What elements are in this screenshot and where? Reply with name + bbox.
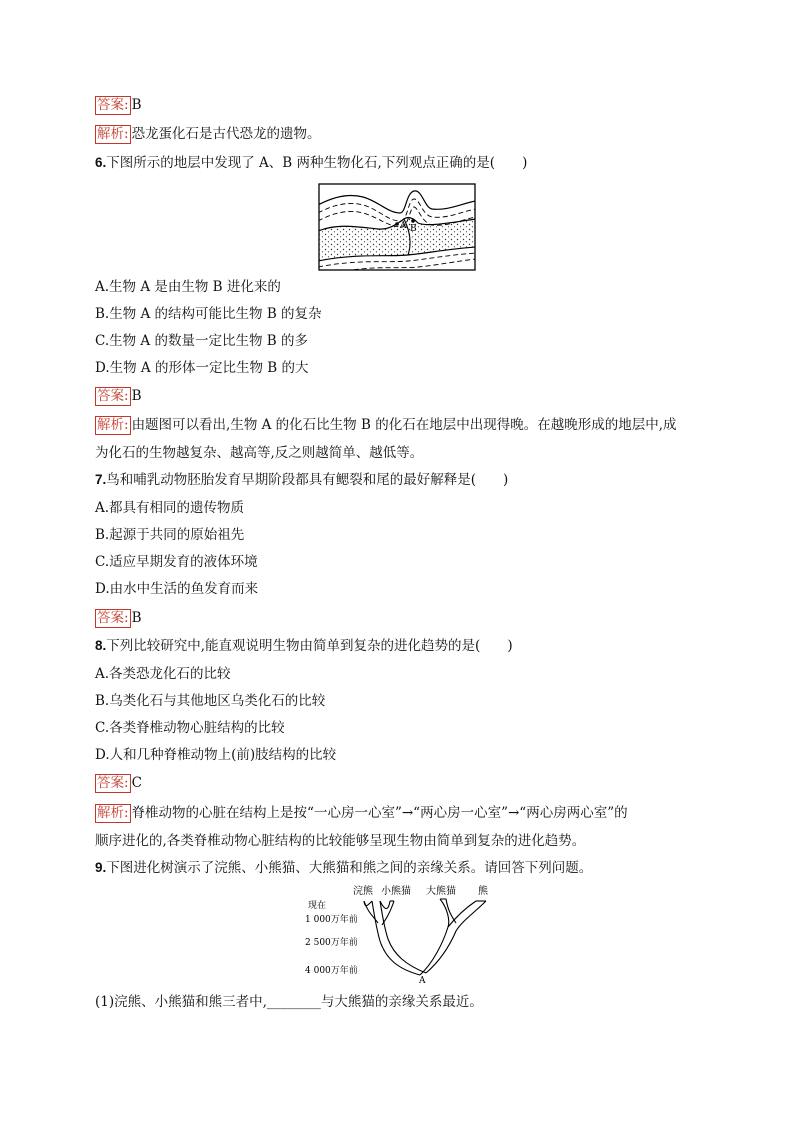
- time-25my: 2 500万年前: [305, 938, 358, 948]
- question-text: 下列比较研究中,能直观说明生物由简单到复杂的进化趋势的是( ): [106, 638, 513, 654]
- option-8a: A.各类恐龙化石的比较: [95, 666, 231, 682]
- question-text: 鸟和哺乳动物胚胎发育早期阶段都具有鳃裂和尾的最好解释是( ): [106, 472, 509, 488]
- answer-value: B: [131, 97, 142, 113]
- strata-diagram: [318, 183, 476, 271]
- question-text: 下图进化树演示了浣熊、小熊猫、大熊猫和熊之间的亲缘关系。请回答下列问题。: [106, 860, 593, 876]
- option-6c: C.生物 A 的数量一定比生物 B 的多: [95, 333, 308, 349]
- fossil-b-marker: [411, 219, 415, 223]
- answer-tag: 答案:: [97, 97, 129, 113]
- species-bear: 熊: [478, 886, 488, 897]
- explanation-text: 恐龙蛋化石是古代恐龙的遗物。: [131, 126, 321, 142]
- answer-row-6: [95, 386, 141, 406]
- explanation-row-6: [95, 415, 676, 435]
- option-6d: D.生物 A 的形体一定比生物 B 的大: [95, 360, 309, 376]
- question-text: 下图所示的地层中发现了 A、B 两种生物化石,下列观点正确的是( ): [106, 155, 528, 171]
- time-now: 现在: [308, 901, 327, 911]
- explanation-row-8-cont: 顺序进化的,各类脊椎动物心脏结构的比较能够呈现生物由简单到复杂的进化趋势。: [95, 833, 586, 849]
- explanation-row-6-cont: 为化石的生物越复杂、越高等,反之则越简单、越低等。: [95, 445, 424, 461]
- answer-tag: 答案:: [97, 388, 129, 404]
- evolution-tree: [298, 883, 498, 987]
- fossil-a-label: A: [400, 221, 407, 231]
- option-7c: C.适应早期发育的液体环境: [95, 554, 258, 570]
- time-40my: 4 000万年前: [305, 966, 358, 976]
- question-number: 6.: [95, 155, 107, 170]
- option-8c: C.各类脊椎动物心脏结构的比较: [95, 720, 285, 736]
- explanation-tag: 解析:: [97, 805, 129, 821]
- answer-value: C: [131, 775, 142, 791]
- fossil-a-marker: [395, 222, 399, 226]
- answer-tag: 答案:: [97, 775, 129, 791]
- answer-row-7: [95, 608, 141, 628]
- species-giant-panda: 大熊猫: [426, 886, 456, 897]
- option-7a: A.都具有相同的遗传物质: [95, 500, 245, 516]
- fossil-b-label: B: [410, 224, 417, 234]
- explanation-tag: 解析:: [97, 417, 129, 433]
- question-9-1: (1)浣熊、小熊猫和熊三者中,________与大熊猫的亲缘关系最近。: [95, 994, 483, 1010]
- explanation-row-5: [95, 124, 321, 144]
- question-8: [95, 636, 513, 656]
- evolution-tree-figure: [298, 883, 498, 991]
- species-raccoon: 浣熊: [353, 886, 373, 897]
- species-red-panda: 小熊猫: [381, 886, 411, 897]
- answer-value: B: [131, 388, 142, 404]
- explanation-text: 由题图可以看出,生物 A 的化石比生物 B 的化石在地层中出现得晚。在越晚形成的地层中,成: [131, 417, 677, 433]
- question-number: 7.: [95, 472, 107, 487]
- option-8d: D.人和几种脊椎动物上(前)肢结构的比较: [95, 747, 337, 763]
- option-6a: A.生物 A 是由生物 B 进化来的: [95, 279, 281, 295]
- answer-value: B: [131, 610, 142, 626]
- explanation-tag: 解析:: [97, 126, 129, 142]
- option-7d: D.由水中生活的鱼发育而来: [95, 581, 259, 597]
- option-6b: B.生物 A 的结构可能比生物 B 的复杂: [95, 306, 322, 322]
- time-10my: 1 000万年前: [305, 915, 358, 925]
- question-number: 8.: [95, 638, 107, 653]
- explanation-text: 脊椎动物的心脏在结构上是按“一心房一心室”→“两心房一心室”→“两心房两心室”的: [131, 805, 628, 821]
- answer-row-5: [95, 95, 141, 115]
- question-6: [95, 153, 527, 173]
- question-7: [95, 470, 508, 490]
- question-9: [95, 858, 592, 878]
- option-8b: B.乌类化石与其他地区乌类化石的比较: [95, 693, 326, 709]
- answer-row-8: [95, 773, 142, 793]
- explanation-row-8: [95, 803, 628, 823]
- root-label: A: [419, 976, 426, 986]
- answer-tag: 答案:: [97, 610, 129, 626]
- strata-figure: [318, 183, 476, 275]
- option-7b: B.起源于共同的原始祖先: [95, 527, 245, 543]
- question-number: 9.: [95, 860, 107, 875]
